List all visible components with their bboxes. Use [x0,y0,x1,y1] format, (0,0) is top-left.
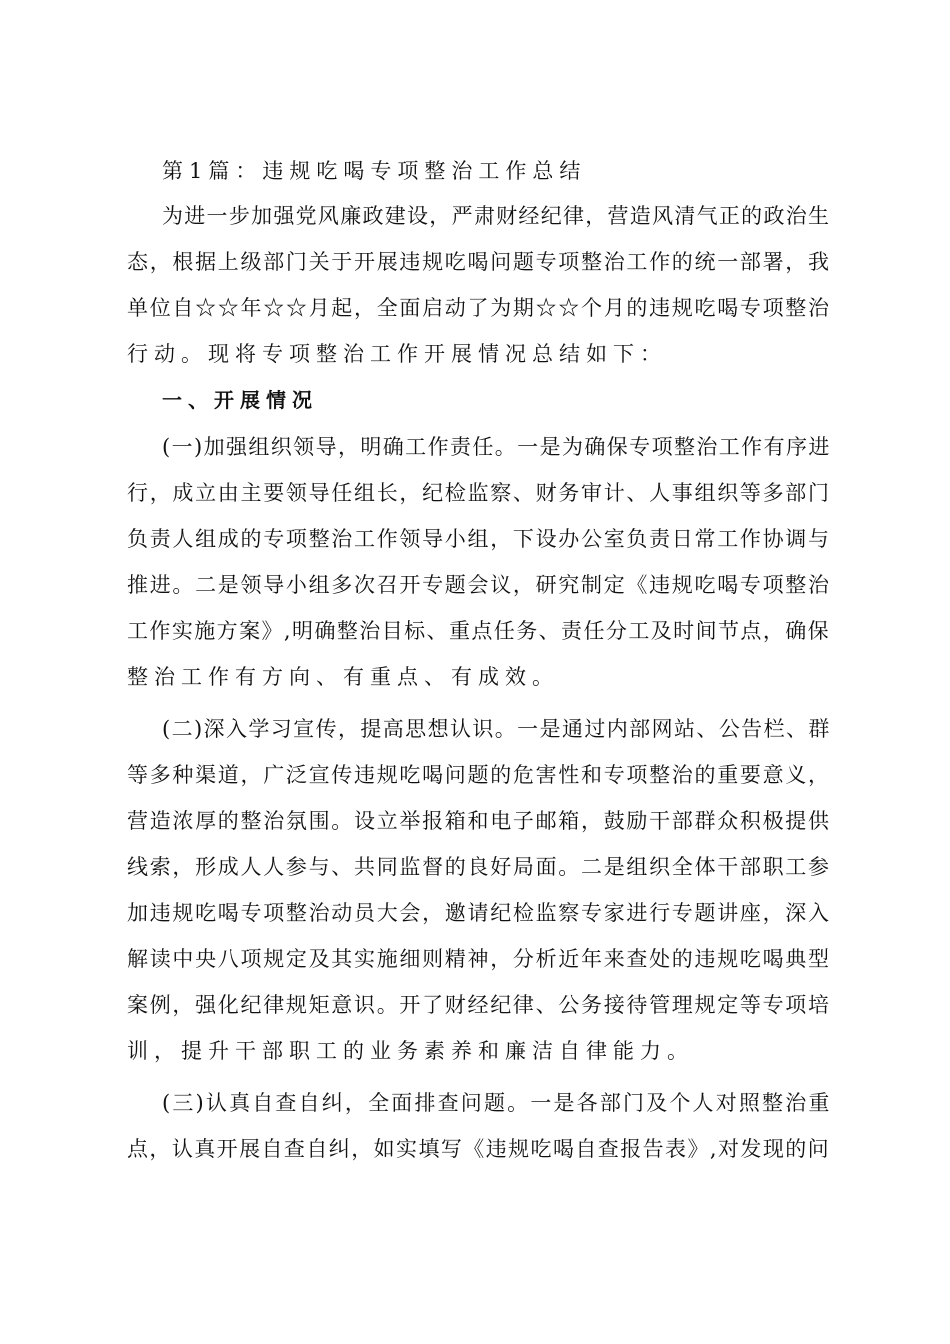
paragraph-line: 行，成立由主要领导任组长，纪检监察、财务审计、人事组织等多部门 [127,481,831,505]
paragraph-line: 为进一步加强党风廉政建设，严肃财经纪律，营造风清气正的政治生 [162,204,831,228]
paragraph-line: 等多种渠道，广泛宣传违规吃喝问题的危害性和专项整治的重要意义， [127,763,831,787]
paragraph-line: 线索，形成人人参与、共同监督的良好局面。二是组织全体干部职工参 [127,855,831,879]
paragraph-line: 加违规吃喝专项整治动员大会，邀请纪检监察专家进行专题讲座，深入 [127,901,831,925]
section-heading: 一、开展情况 [162,388,318,412]
paragraph-line: (三)认真自查自纠，全面排查问题。一是各部门及个人对照整治重 [162,1091,832,1115]
paragraph-line: (二)深入学习宣传，提高思想认识。一是通过内部网站、公告栏、群 [162,717,831,741]
paragraph-line: 推进。二是领导小组多次召开专题会议，研究制定《违规吃喝专项整治 [127,573,831,597]
paragraph-line: 解读中央八项规定及其实施细则精神，分析近年来查处的违规吃喝典型 [127,947,831,971]
paragraph-line: 训，提升干部职工的业务素养和廉洁自律能力。 [127,1039,694,1063]
paragraph-line: 行动。现将专项整治工作开展情况总结如下： [127,342,667,366]
paragraph-line: 整治工作有方向、有重点、有成效。 [127,665,559,689]
paragraph-line: 案例，强化纪律规矩意识。开了财经纪律、公务接待管理规定等专项培 [127,993,831,1017]
paragraph-line: 点，认真开展自查自纠，如实填写《违规吃喝自查报告表》,对发现的问 [127,1137,831,1161]
document-title: 第1篇：违规吃喝专项整治工作总结 [162,159,587,183]
paragraph-line: 工作实施方案》,明确整治目标、重点任务、责任分工及时间节点，确保 [127,619,831,643]
paragraph-line: (一)加强组织领导，明确工作责任。一是为确保专项整治工作有序进 [162,435,831,459]
paragraph-line: 单位自☆☆年☆☆月起，全面启动了为期☆☆个月的违规吃喝专项整治 [127,296,831,320]
paragraph-line: 态，根据上级部门关于开展违规吃喝问题专项整治工作的统一部署，我 [127,250,831,274]
paragraph-line: 营造浓厚的整治氛围。设立举报箱和电子邮箱，鼓励干部群众积极提供 [127,809,831,833]
paragraph-line: 负责人组成的专项整治工作领导小组，下设办公室负责日常工作协调与 [127,527,831,551]
